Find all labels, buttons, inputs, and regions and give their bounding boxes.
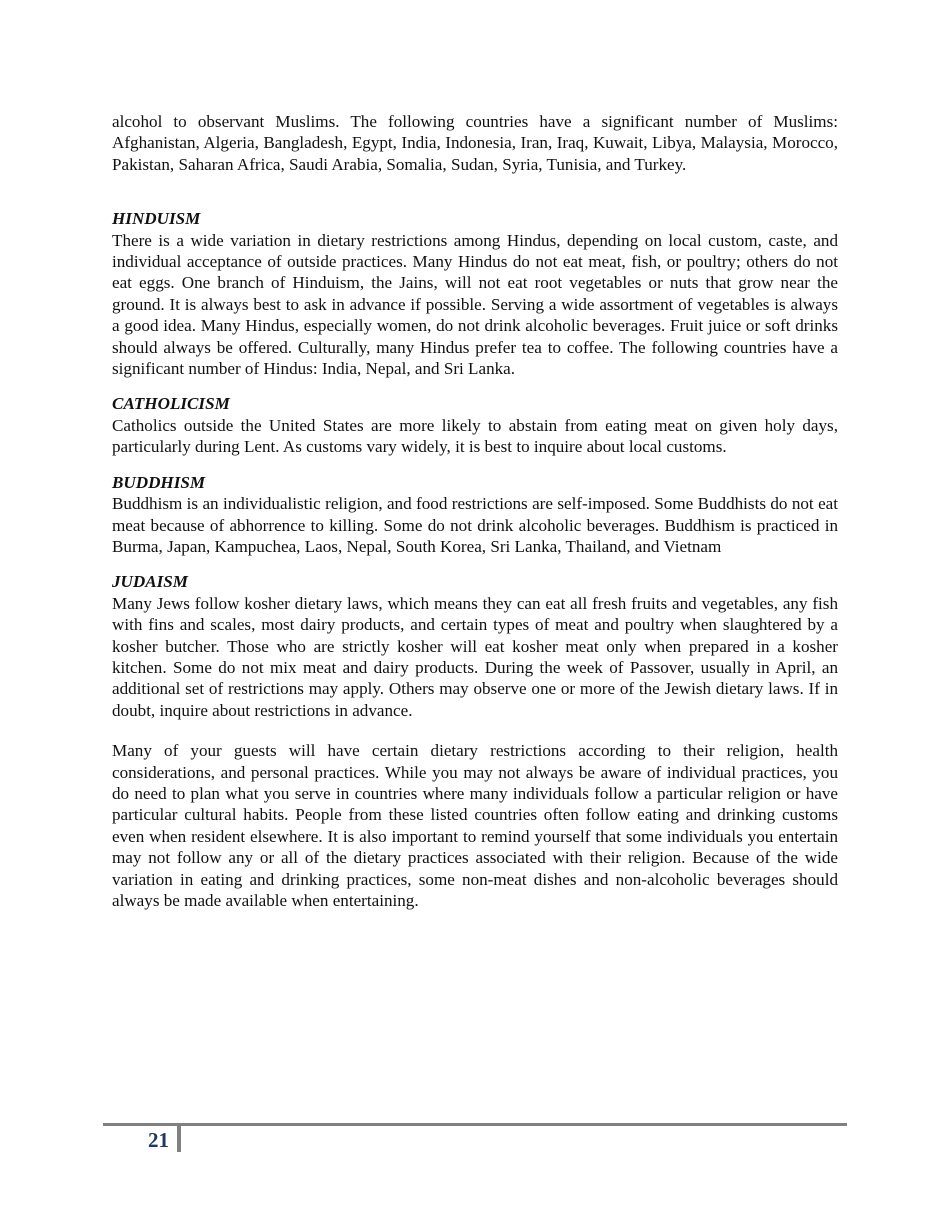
spacer <box>112 721 838 740</box>
section-body: There is a wide variation in dietary restrictions among Hindus, depending on local custom, caste, and individual acceptance of outside practices. Many Hindus do not eat meat, fish, or poultry; others do not eat eggs. One branch of Hinduism, the Jains, will not eat root vegetables or nuts that grow near the ground. It is always best to ask in advance if possible. Serving a wide assortment of vegetables is always a good idea. Many Hindus, especially women, do not drink alcoholic beverages. Fruit juice or soft drinks should always be offered. Culturally, many Hindus prefer tea to coffee. The following countries have a significant number of Hindus: India, Nepal, and Sri Lanka. <box>112 230 838 379</box>
spacer <box>112 379 838 393</box>
section-heading: HINDUISM <box>112 209 201 229</box>
spacer <box>112 458 838 472</box>
section-judaism <box>112 571 838 721</box>
page-content <box>112 111 838 911</box>
section-body: Many Jews follow kosher dietary laws, which means they can eat all fresh fruits and vegetables, any fish with fins and scales, most dairy products, and certain types of meat and poultry when slaughtered by a kosher butcher. Those who are strictly kosher will eat kosher meat only when prepared in a kosher kitchen. Some do not mix meat and dairy products. During the week of Passover, usually in April, an additional set of restrictions may apply. Others may observe one or more of the Jewish dietary laws. If in doubt, inquire about restrictions in advance. <box>112 593 838 720</box>
section-body: Buddhism is an individualistic religion, and food restrictions are self-imposed. Some Buddhists do not eat meat because of abhorrence to killing. Some do not drink alcoholic beverages. Buddhism is practiced in Burma, Japan, Kampuchea, Laos, Nepal, South Korea, Sri Lanka, Thailand, and Vietnam <box>112 494 838 556</box>
closing-paragraph: Many of your guests will have certain dietary restrictions according to their religion, health considerations, and personal practices. While you may not always be aware of individual practices, you do need to plan what you serve in countries where many individuals follow a particular religion or have particular cultural habits. People from these listed countries often follow eating and drinking customs even when resident elsewhere. It is also important to remind yourself that some individuals you entertain may not follow any or all of the dietary practices associated with their religion. Because of the wide variation in eating and drinking practices, some non-meat dishes and non-alcoholic beverages should always be made available when entertaining. <box>112 741 838 910</box>
page-number-divider <box>177 1126 181 1152</box>
spacer <box>112 557 838 571</box>
spacer <box>112 175 838 208</box>
section-heading: BUDDHISM <box>112 472 206 492</box>
section-heading: CATHOLICISM <box>112 394 230 414</box>
intro-paragraph: alcohol to observant Muslims. The following countries have a significant number of Muslims: Afghanistan, Algeria, Bangladesh, Egypt, India, Indonesia, Iran, Iraq, Kuwait, Libya, Malaysia, Morocco, Pakistan, Saharan Africa, Saudi Arabia, Somalia, Sudan, Syria, Tunisia, and Turkey. <box>112 112 838 174</box>
footer-rule <box>103 1123 847 1126</box>
page-number: 21 <box>148 1128 169 1152</box>
section-body: Catholics outside the United States are more likely to abstain from eating meat on given holy days, particularly during Lent. As customs vary widely, it is best to inquire about local customs. <box>112 415 838 457</box>
section-catholicism <box>112 393 838 457</box>
section-heading: JUDAISM <box>112 572 188 592</box>
section-hinduism <box>112 208 838 379</box>
section-buddhism <box>112 472 838 558</box>
